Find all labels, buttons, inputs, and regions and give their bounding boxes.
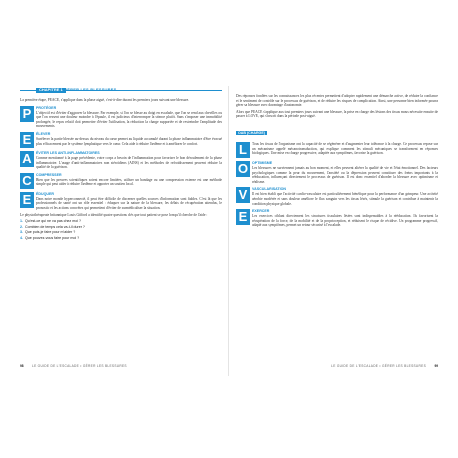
right-page [236,88,438,372]
dropcap-letter: E [20,132,34,148]
section-text: Tous les tissus de l'organisme ont la capacité de se régénérer et d'augmenter leur tolérance à la charge. Ce processus repose sur un mécanisme appelé mécanotransduction, qui explique comment les stimuli mécaniques se transforment en réponses biologiques. Une mise en charge progressive, adaptée aux symptômes, favorise la guérison. [252,141,438,156]
section-exercise [236,209,438,228]
questions-intro: Le physiothérapeute britannique Louis Gifford a identifié quatre questions clés que tout patient se pose lorsqu'il cherche de l'aide : [20,212,208,217]
section-title: ÉLEVER [36,131,51,136]
dropcap-letter: V [236,187,250,203]
running-footer: LE GUIDE DE L'ESCALADE • GÉRER LES BLESSURES [32,364,127,368]
section-compress [20,173,222,189]
section-text: Les exercices ciblant directement les structures tissulaires lésées sont indispensables à la rééducation. Ils favorisent la récupération de la force, de la mobilité et de la proprioception, et réduisent le risque de récidive. Un programme progressif, adapté aux symptômes, permet un retour sécurisé à l'escalade. [252,214,438,228]
page-footer [20,364,222,370]
chapter-tag: CHAPITRE 1 [36,88,66,93]
question-text: Que pouvez-vous faire pour moi ? [25,235,80,240]
dropcap-letter: P [20,106,34,122]
section-text: Dans notre monde hyperconnecté, il peut être difficile de discerner quelles sources d'information sont fiables. C'est là que les professionnels de santé ont un rôle essentiel : éduquer sur la nature de la blessure, les délais de récupération attendus, le pronostic et les actions concrètes qui permettent d'éviter de surmédicaliser la situation. [36,196,222,210]
question-number: 2. [20,224,23,229]
running-footer: LE GUIDE DE L'ESCALADE • GÉRER LES BLESSURES [331,364,426,368]
section-text: Surélever la partie blessée au-dessus du niveau du cœur permet au liquide accumulé durant la phase inflammatoire d'être évacué plus efficacement par le système lymphatique vers le cœur. Cela aide à réduire l'œdème et à améliorer le confort. [36,136,222,146]
right-content [236,94,438,358]
question-item [20,236,222,241]
section-avoid [20,151,222,170]
left-content [20,98,222,358]
left-page [20,88,222,372]
section-load [236,142,438,158]
section-text: Il est bien établi que l'activité cardio-vasculaire est particulièrement bénéfique pour la performance d'un grimpeur. Une activité aérobie modérée et sans douleur améliore le flux sanguin vers les tissus lésés, stimule la guérison et contribue à maintenir la condition physique globale. [252,192,438,206]
section-title: PROTÉGER [36,105,57,110]
intro-paragraph: Des réponses fondées sur les connaissances les plus récentes permettent d'adopter rapidement une démarche active, de réduire la confiance et le sentiment de contrôle sur le processus de guérison, et de réduire les risques de complication. Ainsi, une personne bien informée pourra gérer sa blessure avec davantage d'autonomie. [236,94,438,108]
section-educate [20,192,222,211]
dropcap-letter: A [20,151,34,167]
intro-paragraph-2: Alors que PEACE s'applique aux tout premiers jours suivant une blessure, la prise en charge des lésions des tissus mous nécessite ensuite de passer à LOVE, qui s'inscrit dans la période post-aiguë. [236,109,438,119]
section-title: COMPRESSER [36,172,62,177]
question-text: Combien de temps cela va-t-il durer ? [25,224,85,229]
section-title: VASCULARISATION [252,187,287,192]
dropcap-letter: O [237,160,249,176]
page-footer [236,364,438,370]
section-title: ÉDUQUER [36,191,54,196]
question-item [20,225,222,230]
page-gutter [228,86,229,376]
section-text: Les blessures ne surviennent jamais au bon moment, et elles peuvent altérer la qualité de vie et l'état émotionnel. Des facteurs psychologiques comme la peur du mouvement, l'anxiété ou la dépression peuvent constituer des freins importants à la rééducation, influençant directement le processus de guérison. Il est donc essentiel d'aborder la blessure avec optimisme et réalisme. [252,165,438,184]
question-text: Qu'est-ce qui ne va pas chez moi ? [25,219,82,224]
page-number: 98 [20,364,24,368]
section-title: EXERCER [252,209,270,214]
chapter-title: GÉRER LES BLESSURES [64,88,117,92]
intro-paragraph: La première étape, PEACE, s'applique dans la phase aiguë, c'est-à-dire durant les premiers jours suivant une blessure. [20,98,190,102]
section-optimism [236,161,438,184]
section-title: ÉVITER LES ANTI-INFLAMMATOIRES [36,150,100,155]
page-number: 99 [434,364,438,368]
section-text: Comme mentionné à la page précédente, votre corps a besoin de l'inflammation pour favoriser le bon déroulement de la phase inflammatoire. L'usage d'anti-inflammatoires non stéroïdiens (AINS) et les méthodes de refroidissement peuvent réduire la qualité de la guérison. [36,155,222,170]
section-text: L'objectif est d'éviter d'aggraver la blessure. Par exemple, si l'on se blesse au doigt en escalade, que l'on se rend aux chevilles ou que l'on ressent une douleur moindre à l'épaule, il est judicieux d'interrompre la séance plutôt. Sans s'imposer une immobilité prolongée, le repos relatif doit permettre d'éviter l'utilisation, la réduction la charge supportée et de restreindre l'amplitude des mouvements. [36,110,222,129]
question-item [20,219,222,224]
love-box-title: OAB (CHARGE) [238,130,265,135]
question-number: 3. [20,230,23,235]
section-vascularisation [236,187,438,206]
dropcap-letter: L [236,142,250,158]
dropcap-letter: E [236,209,250,225]
question-number: 4. [20,235,23,240]
question-item [20,230,222,235]
dropcap-letter: E [20,192,34,208]
question-number: 1. [20,219,23,224]
dropcap-letter: C [20,173,34,189]
section-protect [20,106,222,129]
section-text: Bien que les preuves scientifiques soient encore limitées, utiliser un bandage ou une compression externe est une méthode simple qui peut aider à réduire l'œdème et apporter un soutien local. [36,177,222,187]
section-elevate [20,132,222,148]
section-title: OPTIMISME [252,160,273,165]
question-text: Que puis-je faire pour m'aider ? [25,230,76,235]
